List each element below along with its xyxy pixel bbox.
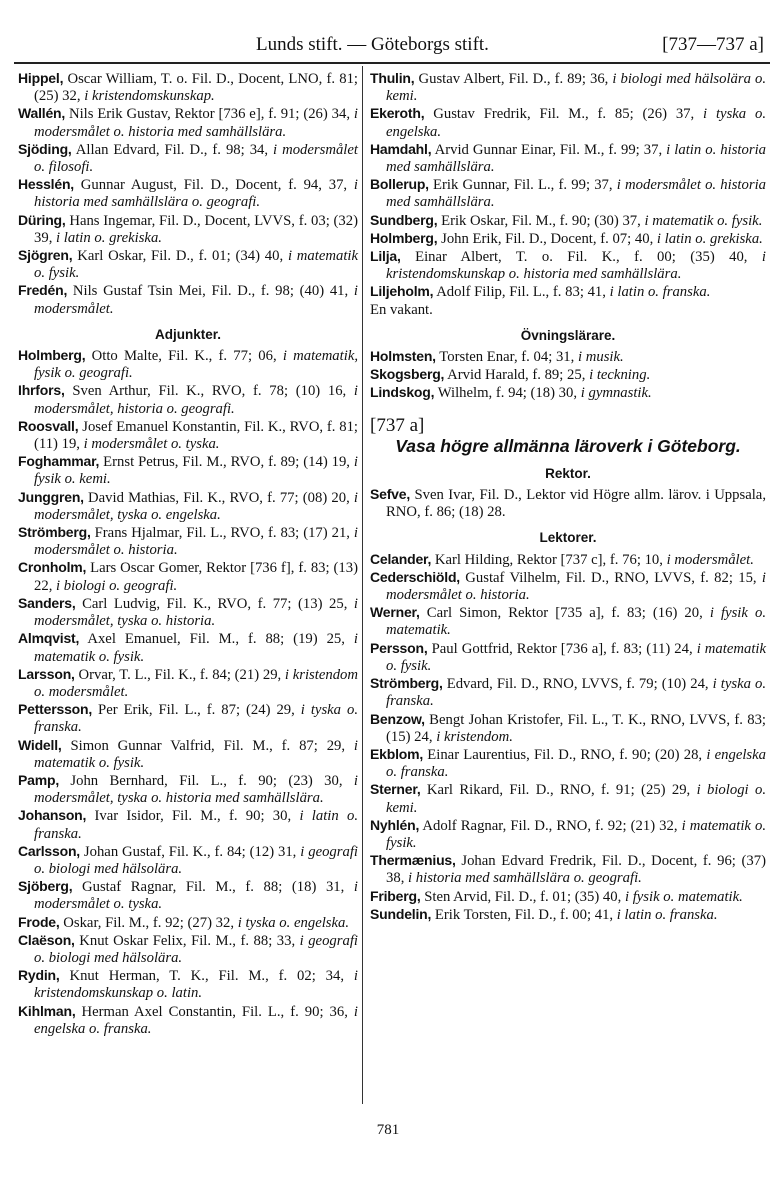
- teaching-subjects: i matematik o. fysik.: [34, 737, 358, 771]
- person-surname: Sterner,: [370, 781, 421, 798]
- directory-entry: [18, 1003, 358, 1038]
- teaching-subjects: i kristendomskunskap o. latin.: [34, 968, 358, 1002]
- person-details: Nils Erik Gustav, Rektor [736 e], f. 91; (26) 34,: [65, 106, 354, 123]
- person-details: John Bernhard, Fil. L., f. 90; (23) 30,: [59, 772, 354, 789]
- directory-entry: [18, 559, 358, 594]
- entries-list: [370, 551, 766, 924]
- entries-list: [370, 486, 766, 521]
- person-surname: Sjöding,: [18, 140, 72, 157]
- directory-entry: [18, 967, 358, 1002]
- person-details: Gustaf Vilhelm, Fil. D., RNO, LVVS, f. 82; 15,: [459, 569, 762, 586]
- section-heading-rektor: Rektor.: [545, 465, 591, 481]
- person-surname: Friberg,: [370, 887, 421, 904]
- teaching-subjects: i geografi o. biologi med hälsolära.: [34, 843, 358, 877]
- teaching-subjects: i latin o. historia med samhällslära.: [386, 141, 766, 176]
- teaching-subjects: i modersmålet, tyska o. historia med samhällslära.: [34, 772, 358, 807]
- directory-entry: [18, 666, 358, 701]
- person-details: Hans Ingemar, Fil. D., Docent, LVVS, f. 03; (32) 39,: [34, 212, 358, 246]
- entries-list: [370, 348, 766, 403]
- teaching-subjects: i musik.: [578, 349, 624, 366]
- directory-entry: [18, 212, 358, 247]
- person-surname: Holmberg,: [370, 229, 438, 246]
- teaching-subjects: i latin o. franska.: [616, 906, 718, 923]
- directory-entry: [370, 675, 766, 710]
- person-surname: Hesslén,: [18, 176, 74, 193]
- person-details: Ernst Petrus, Fil. M., RVO, f. 89; (14) 19,: [99, 454, 354, 471]
- school-name: Vasa högre allmänna läroverk i Göteborg.: [395, 435, 741, 456]
- person-details: Otto Malte, Fil. K., f. 77; 06,: [85, 348, 283, 365]
- person-surname: Sundelin,: [370, 905, 432, 922]
- person-surname: Düring,: [18, 211, 66, 228]
- teaching-subjects: i latin o. franska.: [34, 808, 358, 842]
- directory-entry: [370, 248, 766, 283]
- person-surname: Widell,: [18, 736, 62, 753]
- directory-entry: [370, 551, 766, 569]
- person-details: Torsten Enar, f. 04; 31,: [435, 349, 578, 366]
- teaching-subjects: i fysik o. matematik.: [386, 605, 766, 639]
- directory-entry: [18, 878, 358, 913]
- person-surname: Sanders,: [18, 594, 76, 611]
- directory-entry: [18, 489, 358, 524]
- person-details: Oskar, Fil. M., f. 92; (27) 32,: [59, 914, 238, 931]
- person-surname: Sundberg,: [370, 211, 438, 228]
- directory-entry: [18, 247, 358, 282]
- entries-list: [18, 347, 358, 1038]
- person-details: Axel Emanuel, Fil. M., f. 88; (19) 25,: [79, 631, 354, 648]
- directory-entry: [18, 105, 358, 140]
- teaching-subjects: i kristendomskunskap o. historia med samhällslära.: [386, 249, 766, 283]
- teaching-subjects: i historia med samhällslära o. geografi.: [408, 870, 642, 887]
- person-surname: Hippel,: [18, 70, 64, 86]
- left-column: [18, 70, 358, 1038]
- person-details: Josef Emanuel Konstantin, Fil. K., RVO, f. 81; (11) 19,: [34, 418, 358, 453]
- section-heading-lektorer: Lektorer.: [539, 530, 597, 546]
- person-surname: Nyhlén,: [370, 816, 420, 833]
- person-surname: Sefve,: [370, 486, 411, 503]
- person-surname: Sjöberg,: [18, 878, 73, 895]
- teaching-subjects: i biologi o. geografi.: [56, 577, 178, 594]
- directory-entry: [18, 932, 358, 967]
- directory-entry: [18, 595, 358, 630]
- person-surname: Cronholm,: [18, 559, 87, 576]
- directory-entry: [370, 486, 766, 521]
- person-details: Gustav Albert, Fil. D., f. 89; 36,: [414, 71, 613, 87]
- person-details: Nils Gustaf Tsin Mei, Fil. D., f. 98; (40) 41,: [67, 283, 354, 300]
- directory-entry: [370, 212, 766, 230]
- person-details: Arvid Harald, f. 89; 25,: [444, 367, 590, 384]
- directory-entry: [370, 141, 766, 176]
- teaching-subjects: i gymnastik.: [580, 385, 652, 402]
- person-details: Ivar Isidor, Fil. M., f. 90; 30,: [86, 808, 300, 825]
- person-details: Carl Ludvig, Fil. K., RVO, f. 77; (13) 25,: [75, 595, 354, 612]
- directory-entry: [18, 772, 358, 807]
- running-header: [18, 32, 770, 58]
- person-details: David Mathias, Fil. K., RVO, f. 77; (08) 20,: [83, 489, 354, 506]
- person-surname: Foghammar,: [18, 453, 100, 470]
- teaching-subjects: i matematik o. fysik.: [34, 248, 358, 282]
- person-surname: Celander,: [370, 550, 432, 567]
- directory-entry: [370, 348, 766, 366]
- person-details: Edvard, Fil. D., RNO, LVVS, f. 79; (10) 24,: [442, 676, 713, 693]
- teaching-subjects: i modersmålet o. historia med samhällslära.: [34, 106, 358, 140]
- directory-entry: [370, 817, 766, 852]
- person-details: Per Erik, Fil. L., f. 87; (24) 29,: [92, 702, 301, 719]
- person-surname: Lilja,: [370, 248, 401, 265]
- directory-entry: [18, 70, 358, 105]
- person-surname: Larsson,: [18, 665, 75, 682]
- person-surname: Liljeholm,: [370, 283, 434, 300]
- person-details: Gustaf Ragnar, Fil. M., f. 88; (18) 31,: [72, 879, 354, 896]
- teaching-subjects: i tyska o. engelska.: [237, 914, 350, 931]
- person-details: Orvar, T. L., Fil. K., f. 84; (21) 29,: [74, 666, 285, 683]
- teaching-subjects: i latin o. grekiska.: [656, 230, 763, 247]
- directory-entry: [370, 230, 766, 248]
- person-surname: Kihlman,: [18, 1002, 76, 1019]
- person-details: Carl Simon, Rektor [735 a], f. 83; (16) 20,: [419, 605, 710, 622]
- person-details: Adolf Ragnar, Fil. D., RNO, f. 92; (21) 32,: [419, 817, 682, 834]
- teaching-subjects: i biologi med hälsolära o. kemi.: [386, 71, 766, 105]
- person-details: Karl Hilding, Rektor [737 c], f. 76; 10,: [431, 551, 667, 568]
- person-surname: Wallén,: [18, 105, 66, 122]
- person-surname: Thermænius,: [370, 852, 456, 869]
- person-surname: Ekeroth,: [370, 105, 425, 122]
- person-details: Simon Gunnar Valfrid, Fil. M., f. 87; 29,: [61, 737, 354, 754]
- person-surname: Sjögren,: [18, 247, 73, 264]
- person-details: Gustav Fredrik, Fil. M., f. 85; (26) 37,: [424, 106, 704, 123]
- header-rule: [14, 62, 770, 64]
- person-surname: Hamdahl,: [370, 140, 432, 157]
- directory-entry: [18, 843, 358, 878]
- person-details: Oscar William, T. o. Fil. D., Docent, LNO, f. 81; (25) 32,: [34, 71, 358, 105]
- teaching-subjects: i historia med samhällslära o. geografi.: [34, 177, 358, 211]
- directory-entry: [370, 888, 766, 906]
- person-details: Einar Albert, T. o. Fil. K., f. 00; (35) 40,: [400, 249, 762, 266]
- section-heading-adjunkter: Adjunkter.: [154, 326, 221, 342]
- person-surname: Holmberg,: [18, 347, 86, 364]
- directory-entry: [370, 283, 766, 301]
- person-surname: Bollerup,: [370, 176, 429, 193]
- person-details: Adolf Filip, Fil. L., f. 83; 41,: [433, 284, 610, 301]
- school-block: [370, 414, 766, 457]
- person-details: Frans Hjalmar, Fil. L., RVO, f. 83; (17) 21,: [90, 525, 354, 542]
- teaching-subjects: i teckning.: [589, 367, 651, 384]
- teaching-subjects: i modersmålet.: [666, 551, 754, 568]
- teaching-subjects: i tyska o. franska.: [34, 702, 359, 736]
- person-details: Karl Rikard, Fil. D., RNO, f. 91; (25) 29,: [420, 782, 697, 799]
- teaching-subjects: i latin o. grekiska.: [56, 229, 162, 246]
- person-surname: Werner,: [370, 604, 420, 621]
- teaching-subjects: i matematik o. fysik.: [386, 817, 767, 851]
- person-details: Einar Laurentius, Fil. D., RNO, f. 90; (20) 28,: [423, 746, 707, 763]
- person-details: Gunnar August, Fil. D., Docent, f. 94, 37,: [74, 177, 354, 194]
- teaching-subjects: i engelska o. franska.: [34, 1003, 358, 1037]
- person-surname: Thulin,: [370, 70, 415, 86]
- directory-entry: [370, 781, 766, 816]
- person-surname: Strömberg,: [18, 524, 91, 541]
- entries-list: [370, 70, 766, 302]
- teaching-subjects: i modersmålet, tyska o. historia.: [34, 595, 358, 630]
- directory-entry: [18, 737, 358, 772]
- directory-entry: [370, 746, 766, 781]
- person-surname: Ihrfors,: [18, 382, 65, 399]
- person-details: Wilhelm, f. 94; (18) 30,: [434, 385, 581, 402]
- person-details: Knut Herman, T. K., Fil. M., f. 02; 34,: [59, 968, 354, 985]
- person-details: Karl Oskar, Fil. D., f. 01; (34) 40,: [72, 248, 288, 265]
- person-surname: Rydin,: [18, 967, 60, 984]
- person-details: Lars Oscar Gomer, Rektor [736 f], f. 83; (13) 22,: [34, 560, 358, 594]
- person-surname: Pamp,: [18, 771, 60, 788]
- directory-entry: [18, 141, 358, 176]
- directory-entry: [18, 807, 358, 842]
- directory-entry: [18, 524, 358, 559]
- directory-entry: [370, 640, 766, 675]
- teaching-subjects: i geografi o. biologi med hälsolära.: [34, 932, 358, 966]
- person-details: Knut Oskar Felix, Fil. M., f. 88; 33,: [74, 932, 300, 949]
- entries-list: [18, 70, 358, 318]
- directory-entry: [18, 630, 358, 665]
- vacancy-note: En vakant.: [370, 301, 433, 318]
- person-details: Arvid Gunnar Einar, Fil. M., f. 99; 37,: [431, 141, 667, 158]
- person-surname: Almqvist,: [18, 630, 80, 647]
- teaching-subjects: i biologi o. kemi.: [386, 782, 766, 816]
- directory-entry: [370, 176, 766, 211]
- header-page-range: [737—737 a]: [662, 34, 764, 55]
- teaching-subjects: i modersmålet o. filosofi.: [34, 141, 358, 176]
- person-details: Johan Gustaf, Fil. K., f. 84; (12) 31,: [80, 843, 301, 860]
- teaching-subjects: i latin o. franska.: [609, 284, 711, 301]
- person-surname: Persson,: [370, 639, 428, 656]
- teaching-subjects: i modersmålet o. historia.: [386, 569, 766, 604]
- person-surname: Johanson,: [18, 807, 87, 824]
- directory-entry: [370, 366, 766, 384]
- teaching-subjects: i fysik o. matematik.: [624, 888, 743, 905]
- teaching-subjects: i modersmålet o. tyska.: [83, 436, 220, 453]
- person-surname: Skogsberg,: [370, 366, 445, 383]
- column-divider: [362, 66, 363, 1104]
- person-surname: Cederschiöld,: [370, 568, 460, 585]
- section-heading-ovningslarare: Övningslärare.: [520, 327, 616, 343]
- teaching-subjects: i kristendomskunskap.: [84, 88, 215, 105]
- directory-entry: [370, 852, 766, 887]
- teaching-subjects: i fysik o. kemi.: [34, 454, 358, 488]
- directory-entry: [370, 906, 766, 924]
- teaching-subjects: i modersmålet, historia o. geografi.: [34, 383, 358, 417]
- teaching-subjects: i modersmålet.: [34, 283, 358, 317]
- teaching-subjects: i matematik o. fysik.: [34, 631, 358, 665]
- person-surname: Junggren,: [18, 488, 84, 505]
- person-surname: Carlsson,: [18, 842, 80, 859]
- person-surname: Strömberg,: [370, 675, 443, 692]
- directory-entry: [18, 382, 358, 417]
- person-surname: Roosvall,: [18, 417, 79, 434]
- teaching-subjects: i tyska o. engelska.: [386, 106, 766, 140]
- person-surname: Fredén,: [18, 282, 68, 299]
- person-details: Erik Gunnar, Fil. L., f. 99; 37,: [428, 177, 617, 194]
- person-details: Allan Edvard, Fil. D., f. 98; 34,: [71, 141, 274, 158]
- teaching-subjects: i modersmålet, tyska o. engelska.: [34, 489, 358, 523]
- teaching-subjects: i engelska o. franska.: [386, 746, 766, 781]
- person-details: Sten Arvid, Fil. D., f. 01; (35) 40,: [420, 888, 625, 905]
- person-details: Johan Edvard Fredrik, Fil. D., Docent, f. 96; (37) 38,: [386, 853, 766, 887]
- directory-entry: [18, 347, 358, 382]
- directory-entry: [370, 384, 766, 402]
- directory-entry: [370, 70, 766, 105]
- teaching-subjects: i tyska o. franska.: [386, 676, 766, 710]
- teaching-subjects: i matematik o. fysik.: [644, 212, 763, 229]
- teaching-subjects: i matematik, fysik o. geografi.: [34, 348, 359, 382]
- person-details: Sven Arthur, Fil. K., RVO, f. 78; (10) 16,: [64, 383, 354, 400]
- directory-entry: [18, 282, 358, 317]
- school-code: [737 a]: [370, 414, 425, 436]
- directory-entry: [370, 569, 766, 604]
- page-number: 781: [376, 1122, 400, 1138]
- directory-entry: [370, 711, 766, 746]
- person-details: John Erik, Fil. D., Docent, f. 07; 40,: [437, 230, 657, 247]
- directory-entry: [18, 914, 358, 932]
- person-surname: Claëson,: [18, 931, 75, 948]
- person-details: Bengt Johan Kristofer, Fil. L., T. K., RNO, LVVS, f. 83; (15) 24,: [386, 711, 766, 745]
- teaching-subjects: i matematik o. fysik.: [386, 640, 766, 674]
- person-details: Paul Gottfrid, Rektor [736 a], f. 83; (11) 24,: [427, 640, 697, 657]
- teaching-subjects: i kristendom o. modersmålet.: [34, 666, 358, 700]
- header-title: Lunds stift. — Göteborgs stift.: [256, 34, 489, 55]
- person-surname: Pettersson,: [18, 701, 93, 718]
- person-details: Sven Ivar, Fil. D., Lektor vid Högre allm. lärov. i Uppsala, RNO, f. 86; (18) 28.: [386, 487, 766, 521]
- teaching-subjects: i modersmålet o. historia med samhällslära.: [386, 177, 766, 211]
- directory-entry: [370, 105, 766, 140]
- person-surname: Lindskog,: [370, 384, 435, 401]
- directory-entry: [18, 418, 358, 453]
- person-details: Erik Torsten, Fil. D., f. 00; 41,: [431, 906, 617, 923]
- person-details: Herman Axel Constantin, Fil. L., f. 90; 36,: [75, 1003, 354, 1020]
- person-details: Erik Oskar, Fil. M., f. 90; (30) 37,: [437, 212, 645, 229]
- person-surname: Holmsten,: [370, 348, 436, 365]
- person-surname: Benzow,: [370, 710, 425, 727]
- directory-entry: [18, 176, 358, 211]
- directory-entry: [370, 604, 766, 639]
- directory-entry: [18, 701, 358, 736]
- teaching-subjects: i kristendom.: [436, 728, 513, 745]
- person-surname: Ekblom,: [370, 745, 424, 762]
- right-column: [370, 70, 766, 924]
- directory-entry: [18, 453, 358, 488]
- teaching-subjects: i modersmålet o. tyska.: [34, 879, 358, 913]
- teaching-subjects: i modersmålet o. historia.: [34, 525, 358, 559]
- person-surname: Frode,: [18, 913, 60, 930]
